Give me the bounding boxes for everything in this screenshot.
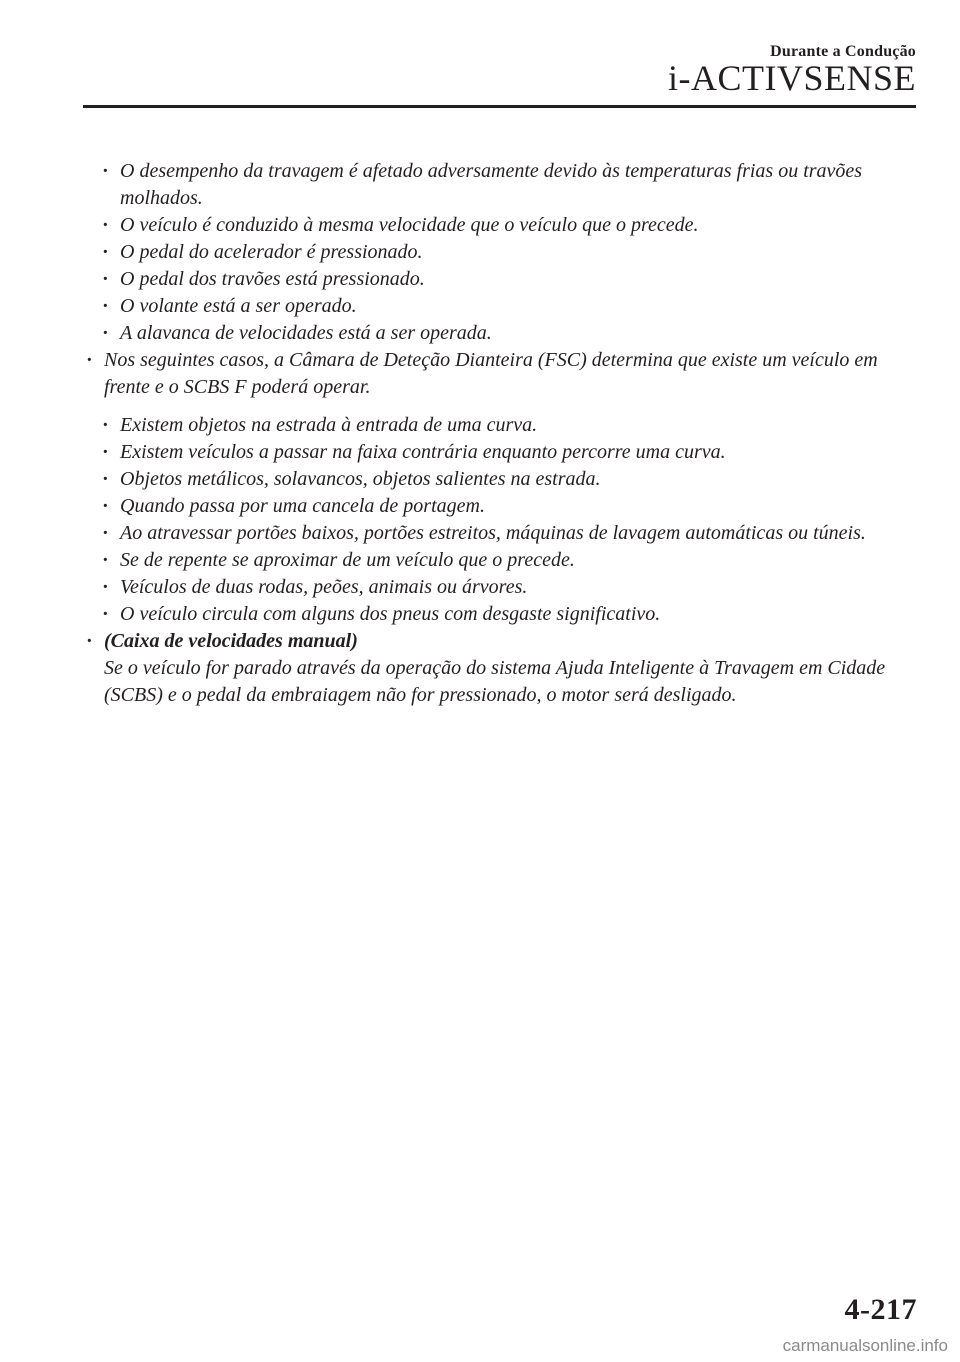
- list-item: [86, 212, 926, 239]
- bullet-icon: ·: [102, 322, 109, 344]
- bullet-icon: ·: [86, 349, 93, 371]
- list-item: [86, 439, 926, 466]
- list-item: [86, 239, 926, 266]
- list-item-text: O veículo circula com alguns dos pneus com desgaste significativo.: [120, 603, 661, 625]
- list-item: [86, 466, 926, 493]
- note-heading: (Caixa de velocidades manual): [104, 630, 358, 652]
- list-item-text: O pedal dos travões está pressionado.: [120, 268, 425, 290]
- note-text: Se o veículo for parado através da operação do sistema Ajuda Inteligente à Travagem em Cidade (SCBS) e o pedal da embraiagem não for pressionado, o motor será desligado.: [104, 657, 886, 706]
- list-item: [86, 412, 926, 439]
- list-item: [86, 493, 926, 520]
- watermark: carmanualsonline.info: [782, 1336, 948, 1355]
- bullet-icon: ·: [102, 268, 109, 290]
- bullet-icon: ·: [102, 522, 109, 544]
- list-item: [86, 520, 926, 547]
- bullet-icon: ·: [86, 630, 93, 652]
- list-item-text: O veículo é conduzido à mesma velocidade que o veículo que o precede.: [120, 214, 699, 236]
- list-item-text: Ao atravessar portões baixos, portões estreitos, máquinas de lavagem automáticas ou túneis.: [120, 522, 866, 544]
- bullet-icon: ·: [102, 441, 109, 463]
- list-item-text: O pedal do acelerador é pressionado.: [120, 241, 423, 263]
- list-item-text: Quando passa por uma cancela de portagem.: [120, 495, 485, 517]
- bullet-icon: ·: [102, 603, 109, 625]
- list-item: [86, 266, 926, 293]
- list-item-text: Existem veículos a passar na faixa contrária enquanto percorre uma curva.: [120, 441, 726, 463]
- list-item: [86, 158, 926, 212]
- bullet-icon: ·: [102, 468, 109, 490]
- bullet-icon: ·: [102, 414, 109, 436]
- spacer: [86, 401, 926, 412]
- list-item-text: Objetos metálicos, solavancos, objetos salientes na estrada.: [120, 468, 601, 490]
- paragraph-fsc: [86, 347, 926, 401]
- bullet-icon: ·: [102, 160, 109, 182]
- list-item-text: Se de repente se aproximar de um veículo que o precede.: [120, 549, 575, 571]
- bullet-icon: ·: [102, 214, 109, 236]
- bullet-icon: ·: [102, 241, 109, 263]
- list-item: [86, 574, 926, 601]
- list-item-text: O volante está a ser operado.: [120, 295, 357, 317]
- page-content: [86, 158, 926, 709]
- bullet-icon: ·: [102, 549, 109, 571]
- bullet-icon: ·: [102, 295, 109, 317]
- chapter-title: i-ACTIVSENSE: [668, 58, 916, 98]
- list-item: [86, 293, 926, 320]
- manual-transmission-note: [86, 628, 926, 709]
- list-item-text: Existem objetos na estrada à entrada de uma curva.: [120, 414, 538, 436]
- header-divider: [83, 105, 916, 108]
- list-item: [86, 320, 926, 347]
- section-header: Durante a Condução: [770, 43, 916, 60]
- list-item-text: A alavanca de velocidades está a ser operada.: [120, 322, 492, 344]
- bullet-icon: ·: [102, 576, 109, 598]
- list-item: [86, 547, 926, 574]
- list-item: [86, 601, 926, 628]
- list-item-text: O desempenho da travagem é afetado adversamente devido às temperaturas frias ou travões molhados.: [120, 160, 863, 209]
- list-item-text: Veículos de duas rodas, peões, animais ou árvores.: [120, 576, 528, 598]
- bullet-icon: ·: [102, 495, 109, 517]
- page-number: 4-217: [844, 1293, 917, 1326]
- paragraph-text: Nos seguintes casos, a Câmara de Deteção Dianteira (FSC) determina que existe um veículo em frente e o SCBS F poderá operar.: [104, 349, 878, 398]
